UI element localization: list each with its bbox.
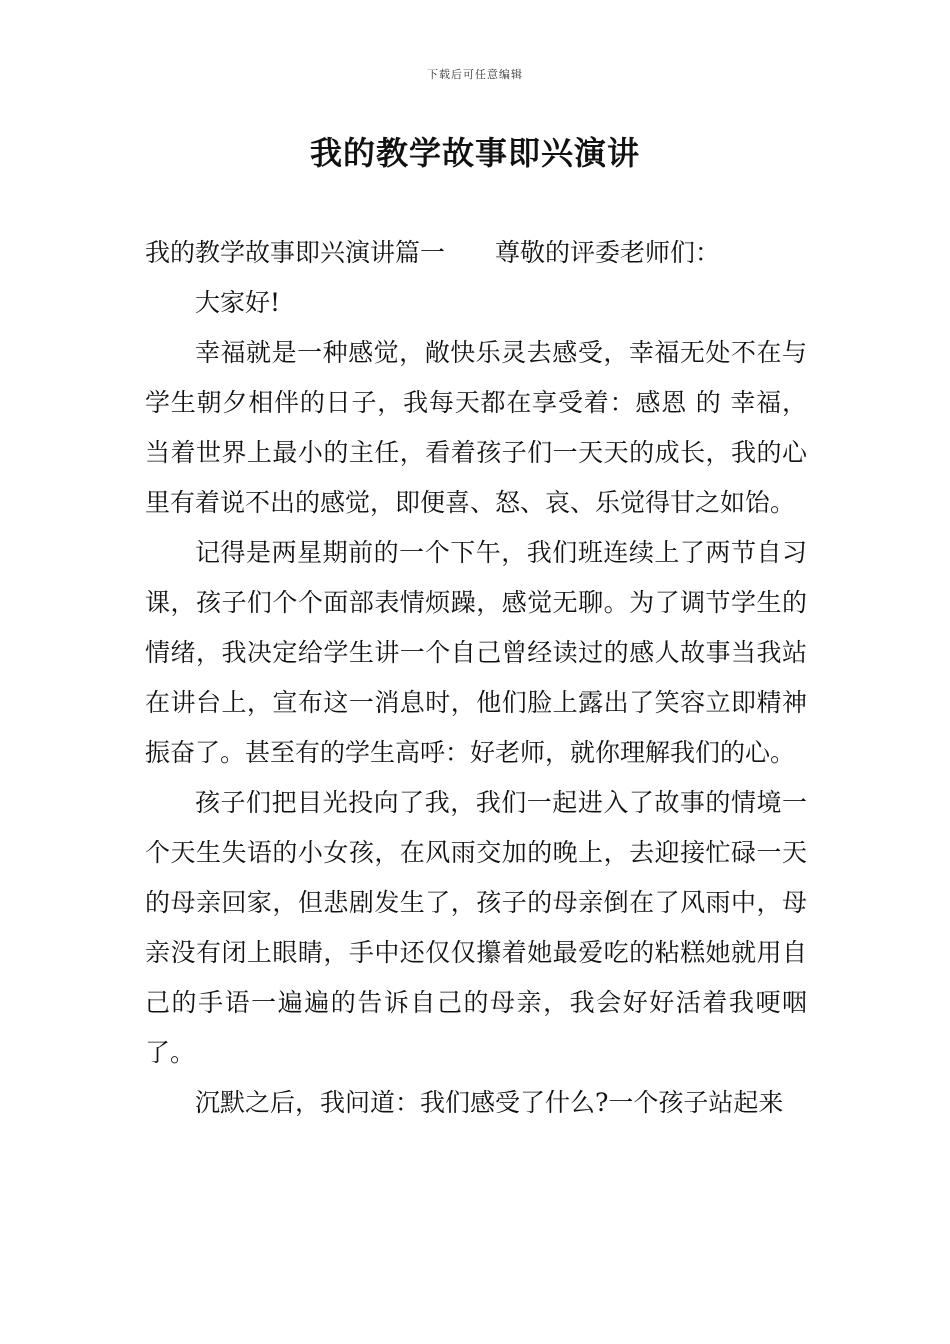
header-note: 下载后可任意编辑 bbox=[427, 68, 523, 81]
paragraph-afternoon: 记得是两星期前的一个下午，我们班连续上了两节自习课，孩子们个个面部表情烦躁，感觉无聊。为了调节学生的情绪，我决定给学生讲一个自己曾经读过的感人故事当我站在讲台上，宣布这一消息时，他们脸上露出了笑容立即精神振奋了。甚至有的学生高呼：好老师，就你理解我们的心。 bbox=[145, 538, 807, 767]
intro-line bbox=[145, 228, 807, 278]
section-heading: 我的教学故事即兴演讲篇一 bbox=[145, 238, 446, 267]
paragraph-question: 沉默之后，我问道：我们感受了什么?一个孩子站起来 bbox=[195, 1088, 784, 1117]
paragraph-greeting: 大家好! bbox=[195, 288, 281, 317]
document-title: 我的教学故事即兴演讲 bbox=[309, 134, 640, 172]
paragraph-story: 孩子们把目光投向了我，我们一起进入了故事的情境一个天生失语的小女孩，在风雨交加的晚上，去迎接忙碌一天的母亲回家，但悲剧发生了，孩子的母亲倒在了风雨中，母亲没有闭上眼睛，手中还仅仅攥着她最爱吃的粘糕她就用自己的手语一遍遍的告诉自己的母亲，我会好好活着我哽咽了。 bbox=[145, 788, 807, 1067]
paragraph-happiness: 幸福就是一种感觉，敞快乐灵去感受，幸福无处不在与学生朝夕相伴的日子，我每天都在享受着：感恩 的 幸福，当着世界上最小的主任，看着孩子们一天天的成长，我的心里有着说不出的感觉，即便喜、怒、哀、乐觉得甘之如饴。 bbox=[145, 338, 807, 517]
greeting-line: 尊敬的评委老师们： bbox=[495, 238, 721, 267]
document-body bbox=[145, 228, 807, 1128]
